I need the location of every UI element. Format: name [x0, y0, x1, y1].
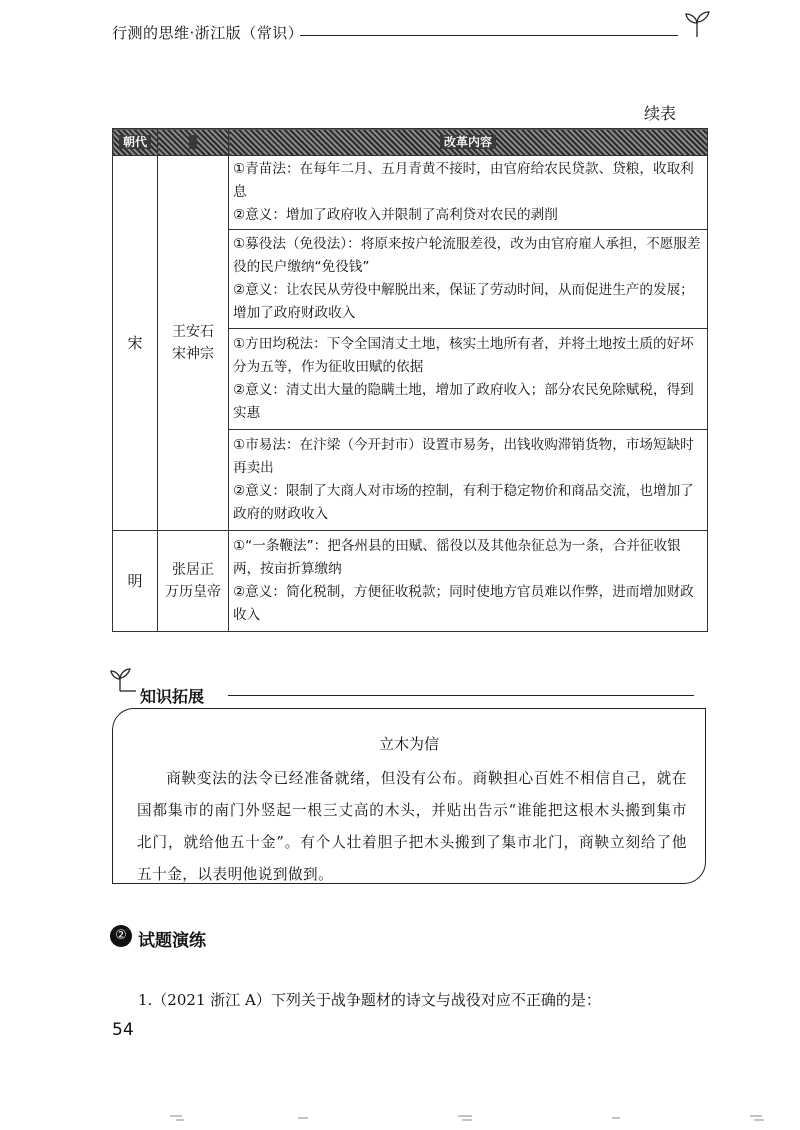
reform-item: ①青苗法：在每年二月、五月青黄不接时，由官府给农民贷款、贷粮，收取利息 ②意义：增加了政府收入并限制了高利贷对农民的剥削 — [229, 156, 708, 230]
reform-item: ①方田均税法：下令全国清丈土地，核实土地所有者，并将土地按土质的好坏分为五等，作为征收田赋的依据 ②意义：清丈出大量的隐瞒土地，增加了政府收入；部分农民免除赋税，得到实惠 — [229, 329, 708, 430]
story-title: 立木为信 — [378, 735, 439, 753]
reformer-cell: 王安石 宋神宗 — [158, 156, 229, 531]
page-number: 54 — [112, 1020, 134, 1040]
header-dynasty: 朝代 — [113, 129, 158, 156]
reformer-cell: 张居正 万历皇帝 — [158, 531, 229, 632]
running-header-title: 行测的思维·浙江版（常识） — [112, 24, 304, 42]
dynasty-cell: 明 — [113, 531, 158, 632]
table-row — [113, 156, 708, 230]
scan-specks — [0, 1108, 800, 1128]
exercise-section-title: 试题演练 — [138, 931, 206, 951]
sprout-icon — [108, 666, 138, 692]
continued-table-label: 续表 — [644, 104, 677, 123]
header-content: 改革内容 — [229, 129, 708, 156]
table-header-row — [113, 129, 708, 156]
reform-item: ①“一条鞭法”：把各州县的田赋、徭役以及其他杂征总为一条，合并征收银两，按亩折算缴纳 ②意义：简化税制，方便征收税款；同时使地方官员难以作弊，进而增加财政收入 — [229, 531, 708, 632]
exercise-number-icon: ② — [110, 925, 132, 947]
sprout-icon — [680, 10, 714, 38]
header-reformer — [158, 129, 229, 156]
question-1: 1.（2021 浙江 A）下列关于战争题材的诗文与战役对应不正确的是： — [138, 991, 601, 1009]
reform-table — [112, 128, 708, 632]
knowledge-box — [112, 708, 706, 884]
header-rule — [300, 35, 678, 36]
dynasty-cell: 宋 — [113, 156, 158, 531]
knowledge-rule — [228, 695, 694, 696]
knowledge-section-title: 知识拓展 — [140, 687, 205, 706]
reform-item: ①市易法：在汴梁（今开封市）设置市易务，出钱收购滞销货物，市场短缺时再卖出 ②意义：限制了大商人对市场的控制，有利于稳定物价和商品交流，也增加了政府的财政收入 — [229, 430, 708, 531]
table-row — [113, 531, 708, 632]
story-text: 商鞅变法的法令已经准备就绪，但没有公布。商鞅担心百姓不相信自己，就在国都集市的南门外竖起一根三丈高的木头，并贴出告示“谁能把这根木头搬到集市北门，就给他五十金”。有个人壮着胆子把木头搬到了集市北门，商鞅立刻给了他五十金，以表明他说到做到。 — [137, 770, 687, 883]
reform-item: ①募役法（免役法）：将原来按户轮流服差役，改为由官府雇人承担，不愿服差役的民户缴纳“免役钱” ②意义：让农民从劳役中解脱出来，保证了劳动时间，从而促进生产的发展；增加了政府财政收入 — [229, 230, 708, 329]
